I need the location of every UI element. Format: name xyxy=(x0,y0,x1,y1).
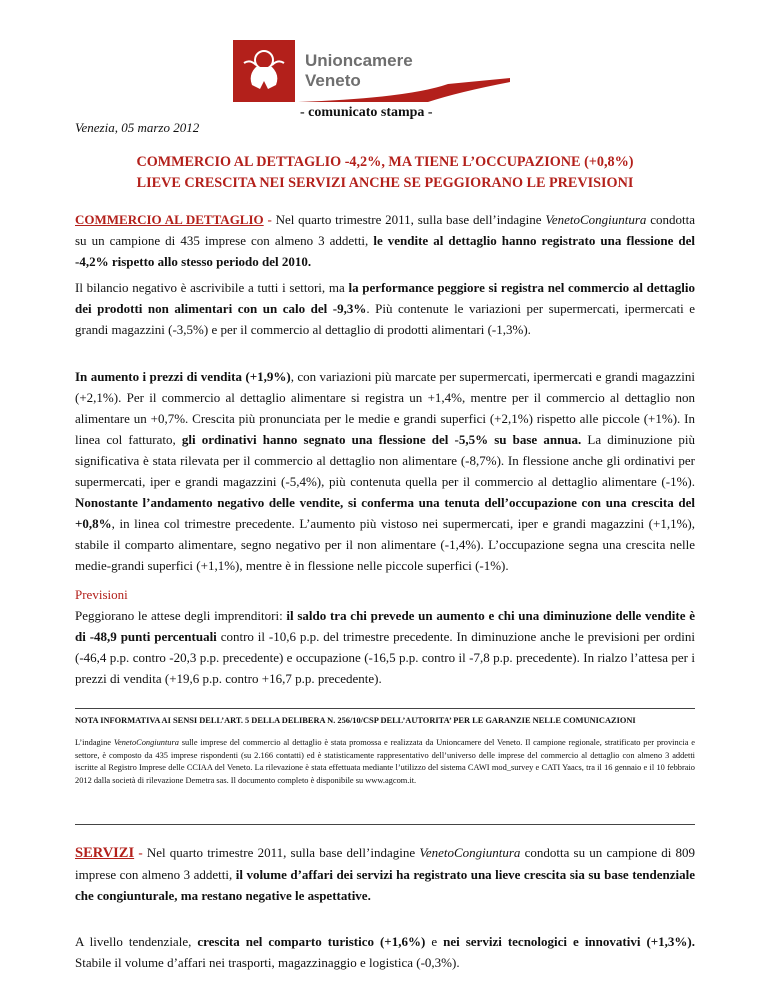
highlight-text: le vendite al dettaglio hanno registrato una flessione del -4,2% rispetto allo stesso periodo del 2010. xyxy=(75,233,695,269)
survey-name: VenetoCongiuntura xyxy=(113,738,179,747)
text-run: A livello tendenziale, xyxy=(75,934,198,949)
text-run: Peggiorano le attese degli imprenditori: xyxy=(75,608,287,623)
servizi-intro-paragraph xyxy=(75,842,695,906)
commercio-dash: - xyxy=(263,212,276,227)
text-run: e xyxy=(425,934,444,949)
text-run: , in linea col trimestre precedente. L’aumento più vistoso nei supermercati, iper e grandi magazzini (+1,1%), stabile il comparto alimentare, segno negativo per il non alimentare (-1,4%). L’occupazione segna una crescita nelle medie-grandi superfici (+1,1%), mentre è in flessione nelle piccole superfici (-1%). xyxy=(75,516,695,573)
commercio-intro-paragraph xyxy=(75,209,695,272)
commercio-heading: COMMERCIO AL DETTAGLIO xyxy=(75,212,264,227)
brand-swoosh xyxy=(298,78,510,104)
nota-heading: NOTA INFORMATIVA AI SENSI DELL’ART. 5 DELLA DELIBERA N. 256/10/CSP DELL’AUTORITA’ PER LE GARANZIE NELLE COMUNICAZIONI xyxy=(75,716,636,725)
press-release-label: - comunicato stampa - xyxy=(300,105,433,120)
text-run: Nel quarto trimestre 2011, sulla base dell’indagine xyxy=(275,212,546,227)
servizi-dash: - xyxy=(134,845,147,860)
survey-name: VenetoCongiuntura xyxy=(419,845,521,860)
survey-name: VenetoCongiuntura xyxy=(545,212,647,227)
brand-line-2: Veneto xyxy=(305,71,361,90)
lion-of-saint-mark-icon xyxy=(233,40,295,102)
text-run: Il bilancio negativo è ascrivibile a tutti i settori, ma xyxy=(75,280,349,295)
text-run: , con variazioni più marcate per supermercati, ipermercati e grandi magazzini (+2,1%). Per il commercio al dettaglio alimentare si registra un +1,4%, mentre per il commercio al dettaglio non alimentare un +0,7%. Crescita più pronunciata per le medie e grandi superfici (+2,1%) rispetto alle piccole (+1%). In linea col fatturato, xyxy=(75,369,695,447)
headline-line-1: COMMERCIO AL DETTAGLIO -4,2%, MA TIENE L’OCCUPAZIONE (+0,8%) xyxy=(136,154,634,170)
release-date: Venezia, 05 marzo 2012 xyxy=(75,120,200,135)
text-run: contro il -10,6 p.p. del trimestre precedente. In diminuzione anche le previsioni per ordini (-46,4 p.p. contro -20,3 p.p. precedente) e occupazione (-16,5 p.p. contro il -7,8 p.p. precedente). In rialzo l’attesa per i prezzi di vendita (+19,6 p.p. contro +16,7 p.p. precedente). xyxy=(75,629,696,686)
servizi-paragraph-2 xyxy=(75,931,695,973)
nota-body xyxy=(75,737,695,787)
commercio-paragraph-2 xyxy=(75,277,695,340)
text-run: condotta su un campione di 809 imprese con almeno 3 addetti, xyxy=(75,845,695,882)
text-run: Stabile il volume d’affari nei trasporti, magazzinaggio e logistica (-0,3%). xyxy=(75,955,460,970)
highlight-text: gli ordinativi hanno segnato una flessione del -5,5% su base annua. xyxy=(181,432,582,447)
highlight-text: il saldo tra chi prevede un aumento e chi una diminuzione delle vendite è di -48,9 punti percentuali xyxy=(75,608,695,644)
servizi-heading: SERVIZI xyxy=(75,845,135,861)
lion-emblem-svg xyxy=(238,45,290,97)
commercio-paragraph-3 xyxy=(75,366,695,576)
highlight-text: il volume d’affari dei servizi ha registrato una lieve crescita sia su base tendenziale che congiunturale, ma restano negative le aspettative. xyxy=(75,867,696,903)
highlight-text: crescita nel comparto turistico (+1,6%) xyxy=(197,934,426,949)
previsioni-paragraph xyxy=(75,584,695,689)
text-run: condotta su un campione di 435 imprese con almeno 3 addetti, xyxy=(75,212,695,248)
highlight-text: la performance peggiore si registra nel commercio al dettaglio dei prodotti non alimentari con un calo del -9,3% xyxy=(75,280,696,316)
headline-line-2: LIEVE CRESCITA NEI SERVIZI ANCHE SE PEGGIORANO LE PREVISIONI xyxy=(136,175,634,191)
previsioni-heading: Previsioni xyxy=(75,587,128,602)
text-run: Nel quarto trimestre 2011, sulla base dell’indagine xyxy=(146,845,420,860)
text-run: La diminuzione più significativa è stata rilevata per il commercio al dettaglio non alimentare (-8,7%). In flessione anche gli ordinativi per supermercati, iper e grandi magazzini (-5,4%), più contenuta quella per il commercio al dettaglio alimentare (-1%). xyxy=(75,432,695,489)
highlight-text: nei servizi tecnologici e innovativi (+1,3%). xyxy=(443,934,696,949)
nota-informativa-box xyxy=(75,708,695,825)
brand-line-1: Unioncamere xyxy=(305,51,413,70)
highlight-text: Nonostante l’andamento negativo delle vendite, si conferma una tenuta dell’occupazione con una crescita del +0,8% xyxy=(75,495,695,531)
highlight-text: In aumento i prezzi di vendita (+1,9%) xyxy=(75,369,291,384)
text-run: . Più contenute le variazioni per supermercati, ipermercati e grandi magazzini (-3,5%) e per il commercio al dettaglio di prodotti alimentari (-1,3%). xyxy=(75,301,695,337)
text-run: sulle imprese del commercio al dettaglio è stata promossa e realizzata da Unioncamere del Veneto. Il campione regionale, stratificato per provincia e settore, è composto da 435 imprese rispondenti (su 2.166 contatti) ed è statisticamente rappresentativo dell’universo delle imprese del commercio al dettaglio con almeno 3 addetti iscritte al Registro Imprese delle CCIAA del Veneto. La rilevazione è stata effettuata mediante l’utilizzo del sistema CAWI mod_survey e CATI Yaacs, tra il 16 gennaio e il 10 febbraio 2012 dalla società di rilevazione Demetra sas. Il documento completo è disponibile su www.agcom.it. xyxy=(75,738,695,785)
text-run: L’indagine xyxy=(75,738,114,747)
